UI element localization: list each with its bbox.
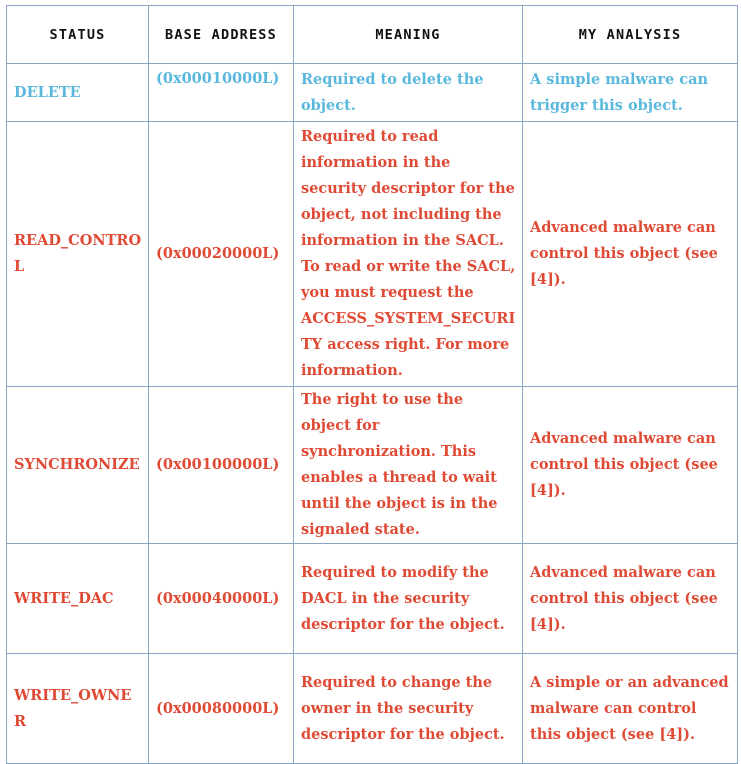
- meaning-cell: Required to read information in the security descriptor for the object, not including the information in the SACL. To read or write the SACL, you must request the ACCESS_SYSTEM_SECURITY access right. For more information.: [294, 122, 523, 387]
- table-row: [7, 122, 738, 387]
- header-row: [7, 6, 738, 64]
- analysis-cell: Advanced malware can control this object (see [4]).: [523, 544, 738, 654]
- status-cell: SYNCHRONIZE: [7, 387, 149, 544]
- status-cell: WRITE_OWNER: [7, 654, 149, 764]
- analysis-cell: Advanced malware can control this object (see [4]).: [523, 122, 738, 387]
- address-cell: (0x00100000L): [149, 387, 294, 544]
- address-cell: (0x00020000L): [149, 122, 294, 387]
- status-cell: DELETE: [7, 64, 149, 122]
- header-base-address: BASE ADDRESS: [149, 6, 294, 64]
- status-cell: WRITE_DAC: [7, 544, 149, 654]
- table-row: [7, 544, 738, 654]
- header-my-analysis: MY ANALYSIS: [523, 6, 738, 64]
- header-status: STATUS: [7, 6, 149, 64]
- table-row: [7, 387, 738, 544]
- analysis-cell: Advanced malware can control this object (see [4]).: [523, 387, 738, 544]
- status-cell: READ_CONTROL: [7, 122, 149, 387]
- address-cell: (0x00040000L): [149, 544, 294, 654]
- access-rights-table: [6, 5, 738, 764]
- header-meaning: MEANING: [294, 6, 523, 64]
- address-cell: (0x00080000L): [149, 654, 294, 764]
- meaning-cell: Required to delete the object.: [294, 64, 523, 122]
- analysis-cell: A simple malware can trigger this object.: [523, 64, 738, 122]
- meaning-cell: The right to use the object for synchronization. This enables a thread to wait until the object is in the signaled state.: [294, 387, 523, 544]
- meaning-cell: Required to modify the DACL in the security descriptor for the object.: [294, 544, 523, 654]
- address-cell: (0x00010000L): [149, 64, 294, 122]
- analysis-cell: A simple or an advanced malware can control this object (see [4]).: [523, 654, 738, 764]
- meaning-cell: Required to change the owner in the security descriptor for the object.: [294, 654, 523, 764]
- table-row: [7, 64, 738, 122]
- table-row: [7, 654, 738, 764]
